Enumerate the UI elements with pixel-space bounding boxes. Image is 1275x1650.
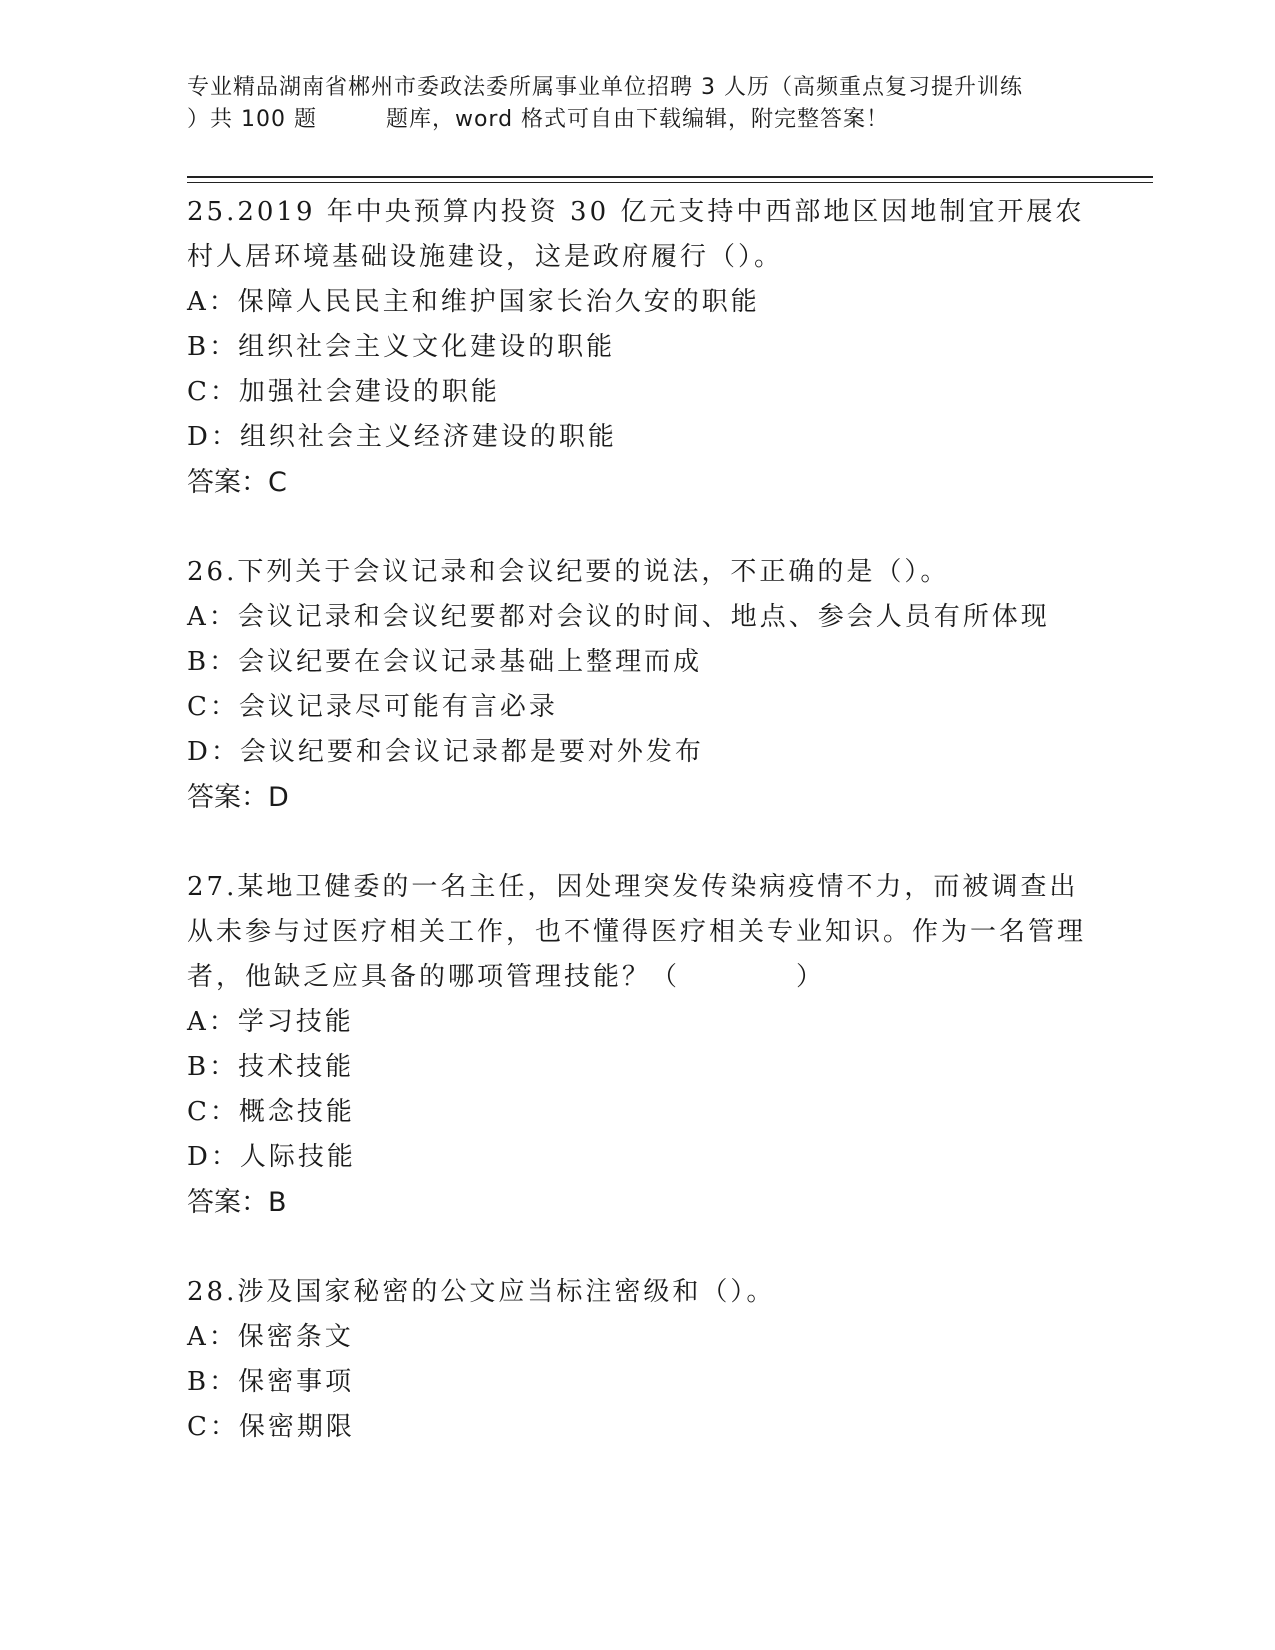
- option-b: B：技术技能: [187, 1052, 355, 1082]
- option-d: D：人际技能: [187, 1142, 356, 1172]
- question-27: [187, 865, 1087, 1225]
- option-a: A：保密条文: [187, 1322, 354, 1352]
- header-divider-thick: [187, 176, 1153, 178]
- option-a: A：会议记录和会议纪要都对会议的时间、地点、参会人员有所体现: [187, 602, 1050, 632]
- answer: 答案：C: [187, 467, 287, 498]
- option-b: B：组织社会主义文化建设的职能: [187, 332, 616, 362]
- question-26: [187, 550, 1087, 820]
- question-text: 27.某地卫健委的一名主任，因处理突发传染病疫情不力，而被调查出从未参与过医疗相关工作，也不懂得医疗相关专业知识。作为一名管理者，他缺乏应具备的哪项管理技能？（ ）: [187, 872, 1087, 992]
- question-25: [187, 190, 1087, 505]
- option-a: A：学习技能: [187, 1007, 354, 1037]
- option-c: C：保密期限: [187, 1412, 355, 1442]
- option-b: B：保密事项: [187, 1367, 355, 1397]
- question-28: [187, 1270, 1087, 1450]
- answer: 答案：B: [187, 1187, 287, 1218]
- header-line-1: 专业精品湖南省郴州市委政法委所属事业单位招聘 3 人历（高频重点复习提升训练: [187, 75, 1023, 100]
- question-text: 26.下列关于会议记录和会议纪要的说法，不正确的是（）。: [187, 557, 950, 587]
- option-b: B：会议纪要在会议记录基础上整理而成: [187, 647, 703, 677]
- answer: 答案：D: [187, 782, 289, 813]
- option-c: C：概念技能: [187, 1097, 355, 1127]
- option-d: D：会议纪要和会议记录都是要对外发布: [187, 737, 704, 767]
- question-text: 25.2019 年中央预算内投资 30 亿元支持中西部地区因地制宜开展农村人居环境基础设施建设，这是政府履行（）。: [187, 197, 1085, 272]
- question-text: 28.涉及国家秘密的公文应当标注密级和（）。: [187, 1277, 776, 1307]
- option-c: C：加强社会建设的职能: [187, 377, 500, 407]
- option-a: A：保障人民民主和维护国家长治久安的职能: [187, 287, 760, 317]
- header-divider-thin: [187, 182, 1153, 183]
- option-d: D：组织社会主义经济建设的职能: [187, 422, 617, 452]
- option-c: C：会议记录尽可能有言必录: [187, 692, 558, 722]
- question-list: [187, 190, 1087, 1495]
- header-line-2: ）共 100 题 题库，word 格式可自由下载编辑，附完整答案！: [187, 107, 890, 132]
- document-header: [187, 72, 1087, 136]
